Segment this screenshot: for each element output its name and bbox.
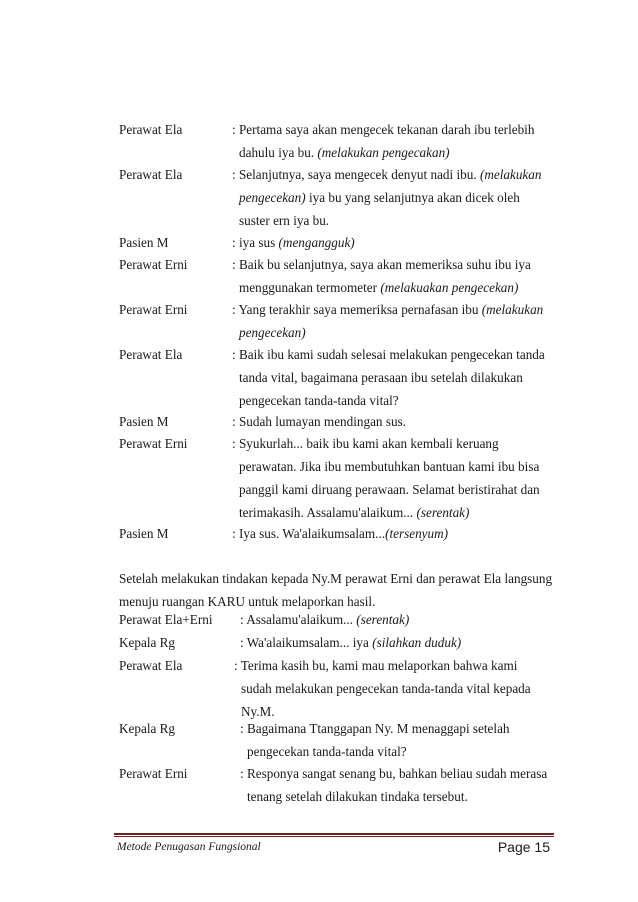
speaker-name: Perawat Erni: [119, 257, 188, 272]
utterance-line: [240, 612, 409, 628]
utterance-line: [232, 122, 534, 138]
narration-line: menuju ruangan KARU untuk melaporkan hasil.: [119, 594, 376, 609]
stage-direction: (melakukan: [479, 167, 542, 182]
utterance-line: [232, 414, 406, 430]
utterance-text: menggunakan termometer: [239, 280, 381, 295]
stage-direction: (silahkan duduk): [372, 635, 462, 650]
speaker-name: Kepala Rg: [119, 721, 176, 736]
utterance-text: perawatan. Jika ibu membutuhkan bantuan kami ibu bisa: [239, 459, 540, 474]
utterance-line: [239, 190, 520, 206]
utterance-text: : Yang terakhir saya memeriksa pernafasan ibu: [232, 302, 482, 317]
utterance-line: [239, 145, 450, 161]
utterance-line: [240, 635, 461, 651]
utterance-line: [239, 482, 540, 498]
utterance-text: : Bagaimana Ttanggapan Ny. M menaggapi setelah: [240, 721, 510, 736]
utterance-line: [232, 436, 499, 452]
utterance-text: Ny.M.: [241, 704, 275, 719]
footer-title: Metode Penugasan Fungsional: [117, 841, 261, 853]
utterance-text: iya bu yang selanjutnya akan dicek oleh: [305, 190, 520, 205]
utterance-text: tanda vital, bagaimana perasaan ibu setelah dilakukan: [239, 370, 523, 385]
utterance-text: : Iya sus. Wa'alaikumsalam...: [232, 526, 386, 541]
utterance-text: suster ern iya bu.: [239, 213, 330, 228]
utterance-text: tenang setelah dilakukan tindaka tersebut.: [247, 789, 468, 804]
utterance-line: [239, 213, 329, 229]
utterance-text: : Responya sangat senang bu, bahkan beliau sudah merasa: [240, 766, 548, 781]
utterance-line: [239, 325, 306, 341]
narration-line: Setelah melakukan tindakan kepada Ny.M perawat Erni dan perawat Ela langsung: [119, 571, 553, 586]
utterance-text: pengecekan tanda-tanda vital?: [239, 393, 399, 408]
stage-direction: (melakuakan pengecekan): [380, 280, 519, 295]
stage-direction: (serentak): [416, 505, 470, 520]
speaker-name: Perawat Ela: [119, 658, 183, 673]
utterance-line: [239, 280, 518, 296]
speaker-name: Perawat Ela: [119, 347, 183, 362]
utterance-text: dahulu iya bu.: [239, 145, 318, 160]
utterance-text: : Selanjutnya, saya mengecek denyut nadi ibu.: [232, 167, 480, 182]
stage-direction: (mengangguk): [278, 235, 355, 250]
speaker-name: Pasien M: [119, 414, 169, 429]
utterance-text: : Sudah lumayan mendingan sus.: [232, 414, 406, 429]
utterance-text: : Assalamu'alaikum...: [240, 612, 357, 627]
utterance-line: [232, 347, 545, 363]
stage-direction: (melakukan pengecakan): [317, 145, 450, 160]
utterance-text: panggil kami diruang perawaan. Selamat beristirahat dan: [239, 482, 540, 497]
utterance-text: sudah melakukan pengecekan tanda-tanda vital kepada: [241, 681, 531, 696]
footer-rule: [114, 833, 554, 835]
utterance-line: [239, 505, 469, 521]
utterance-line: [247, 789, 468, 805]
utterance-line: [232, 235, 355, 251]
stage-direction: (serentak): [356, 612, 410, 627]
utterance-text: : iya sus: [232, 235, 279, 250]
speaker-name: Perawat Ela+Erni: [119, 612, 213, 627]
stage-direction: pengecekan): [239, 325, 306, 340]
utterance-line: [234, 658, 517, 674]
utterance-line: [239, 370, 523, 386]
speaker-name: Pasien M: [119, 235, 169, 250]
utterance-line: [232, 302, 543, 318]
utterance-line: [239, 459, 539, 475]
speaker-name: Pasien M: [119, 526, 169, 541]
speaker-name: Perawat Ela: [119, 122, 183, 137]
stage-direction: (tersenyum): [385, 526, 449, 541]
utterance-line: [232, 526, 448, 542]
stage-direction: (melakukan: [481, 302, 544, 317]
utterance-line: [241, 704, 275, 720]
utterance-line: [232, 257, 531, 273]
utterance-line: [240, 721, 510, 737]
utterance-line: [240, 766, 547, 782]
utterance-line: [241, 681, 531, 697]
page-number: Page 15: [497, 839, 550, 855]
speaker-name: Perawat Erni: [119, 436, 188, 451]
utterance-line: [247, 744, 407, 760]
speaker-name: Perawat Erni: [119, 766, 188, 781]
stage-direction: pengecekan): [239, 190, 306, 205]
utterance-text: : Baik bu selanjutnya, saya akan memeriksa suhu ibu iya: [232, 257, 531, 272]
utterance-text: : Baik ibu kami sudah selesai melakukan pengecekan tanda: [232, 347, 545, 362]
utterance-line: [239, 393, 399, 409]
speaker-name: Kepala Rg: [119, 635, 176, 650]
utterance-text: : Pertama saya akan mengecek tekanan darah ibu terlebih: [232, 122, 535, 137]
speaker-name: Perawat Erni: [119, 302, 188, 317]
utterance-text: terimakasih. Assalamu'alaikum...: [239, 505, 417, 520]
utterance-text: : Terima kasih bu, kami mau melaporkan bahwa kami: [234, 658, 518, 673]
utterance-text: : Syukurlah... baik ibu kami akan kembali keruang: [232, 436, 499, 451]
footer-rule-thin: [114, 836, 554, 837]
speaker-name: Perawat Ela: [119, 167, 183, 182]
utterance-text: pengecekan tanda-tanda vital?: [247, 744, 407, 759]
utterance-line: [232, 167, 541, 183]
utterance-text: : Wa'alaikumsalam... iya: [240, 635, 373, 650]
